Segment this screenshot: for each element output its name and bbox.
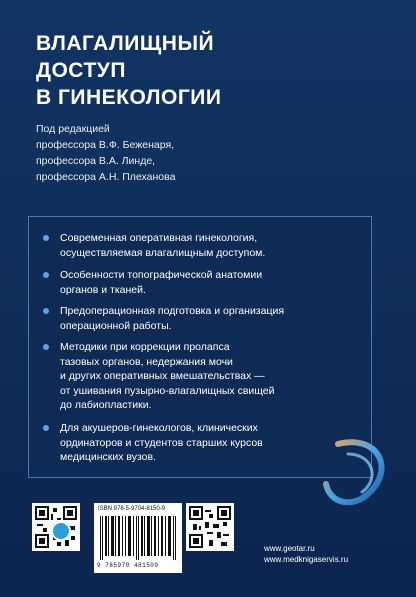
feature-item	[43, 268, 365, 297]
feature-line: Для акушеров-гинекологов, клинических	[60, 422, 258, 434]
feature-line: ординаторов и студентов старших курсов	[60, 436, 263, 449]
editors-line: профессора В.Ф. Беженаря,	[36, 139, 175, 151]
feature-line: медицинских вузов.	[60, 451, 157, 463]
book-title	[36, 30, 221, 111]
feature-line: Предоперационная подготовка и организация	[60, 305, 285, 317]
feature-item	[43, 421, 365, 465]
book-title-line: ДОСТУП	[36, 59, 126, 82]
swirl-logo-icon	[318, 424, 398, 524]
bullet-dot-icon	[43, 272, 49, 278]
editors-line: профессора А.Н. Плеханова	[36, 171, 176, 183]
bullet-dot-icon	[43, 308, 49, 314]
editors-line: Под редакцией	[36, 123, 110, 135]
book-title-line: ВЛАГАЛИЩНЫЙ	[36, 32, 215, 55]
feature-line: до лабиопластики.	[60, 399, 152, 411]
feature-item	[43, 304, 365, 333]
barcode-icon	[100, 516, 176, 560]
isbn-barcode	[94, 503, 182, 573]
feature-line: Особенности топографической анатомии	[60, 269, 263, 281]
feature-line: и других оперативных вмешательствах —	[60, 370, 265, 382]
feature-item	[43, 231, 365, 260]
bullet-dot-icon	[43, 425, 49, 431]
qr-code-icon	[186, 503, 234, 551]
telegram-icon	[51, 521, 71, 541]
book-title-line: В ГИНЕКОЛОГИИ	[36, 86, 222, 109]
publisher-websites	[264, 543, 348, 565]
editors-line: профессора В.А. Линде,	[36, 155, 156, 167]
website-link[interactable]: www.medknigaservis.ru	[264, 555, 349, 564]
feature-line: от ушивания пузырно-влагалищных свищей	[60, 384, 275, 397]
editors-block	[36, 121, 175, 185]
feature-line: Современная оперативная гинекология,	[60, 232, 258, 244]
feature-line: органов и тканей.	[60, 283, 146, 296]
bullet-dot-icon	[43, 235, 49, 241]
feature-item	[43, 340, 365, 413]
bullet-dot-icon	[43, 344, 49, 350]
feature-line: Методики при коррекции пролапса	[60, 341, 230, 353]
feature-line: осуществляемая влагалищным доступом.	[60, 246, 266, 259]
isbn-label: ISBN 978-5-9704-8150-9	[98, 506, 166, 512]
barcode-number: 9 785970 481509	[97, 562, 159, 569]
feature-line: тазовых органов, недержания мочи	[60, 355, 233, 368]
feature-line: операционной работы.	[60, 319, 172, 332]
website-link[interactable]: www.geotar.ru	[264, 544, 315, 553]
